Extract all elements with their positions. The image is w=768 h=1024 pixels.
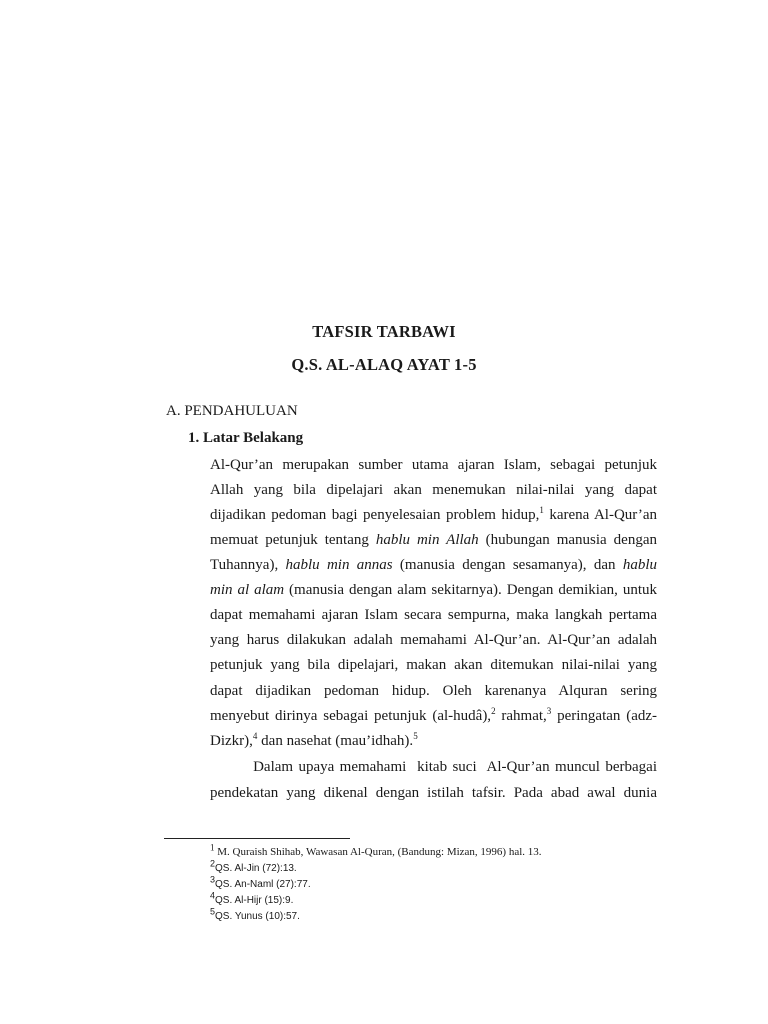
footnote-ref[interactable]: 3 [546, 706, 552, 716]
body-line: dijadikan pedoman bagi penyelesaian problem hidup,$^1$ karena Al-Qur’an [210, 505, 657, 523]
body-line: dapat memahami ajaran Islam secara sempurna, maka langkah pertama [210, 607, 657, 623]
footnote: $^5$QS. Yunus (10):57. [210, 906, 300, 922]
footnote-ref[interactable]: 4 [252, 731, 258, 741]
body-line: yang harus dilakukan adalah memahami Al-Qur’an. Al-Qur’an adalah [210, 632, 657, 648]
footnote: $^3$QS. An-Naml (27):77. [210, 874, 311, 890]
body-line: petunjuk yang bila dipelajari, makan akan ditemukan nilai-nilai yang [210, 657, 657, 673]
body-line: memuat petunjuk tentang hablu min Allah (hubungan manusia dengan [210, 532, 657, 548]
footnote-divider [164, 838, 350, 839]
body-line: dapat dijadikan pedoman hidup. Oleh karenanya Alquran sering [210, 683, 657, 699]
document-subtitle: Q.S. AL-ALAQ AYAT 1-5 [291, 355, 477, 374]
body-line: menyebut dirinya sebagai petunjuk (al-hudâ),$^2$ rahmat,$^3$ peringatan (adz- [210, 706, 658, 724]
body-line: Allah yang bila dipelajari akan menemukan nilai-nilai yang dapat [210, 482, 657, 498]
footnote: $^1$ M. Quraish Shihab, Wawasan Al-Quran, (Bandung: Mizan, 1996) hal. 13. [210, 842, 542, 858]
body-line: min al alam (manusia dengan alam sekitarnya). Dengan demikian, untuk [210, 582, 658, 598]
body-line: Dalam upaya memahami kitab suci Al-Qur’an muncul berbagai [210, 759, 657, 775]
footnote-ref[interactable]: 2 [491, 706, 496, 716]
footnote: $^4$QS. Al-Hijr (15):9. [210, 890, 294, 906]
subsection-heading: 1. Latar Belakang [188, 430, 304, 446]
footnote: $^2$QS. Al-Jin (72):13. [210, 858, 297, 874]
footnote-ref[interactable]: 5 [413, 731, 418, 741]
body-line: Al-Qur’an merupakan sumber utama ajaran Islam, sebagai petunjuk [210, 457, 657, 473]
document-title: TAFSIR TARBAWI [312, 322, 456, 341]
body-line: Dizkr),$^4$ dan nasehat (mau’idhah).$^5$ [210, 731, 418, 749]
footnote-ref[interactable]: 1 [539, 505, 544, 515]
section-heading: A. PENDAHULUAN [166, 403, 298, 419]
body-line: Tuhannya), hablu min annas (manusia dengan sesamanya), dan hablu [210, 557, 657, 573]
body-line: pendekatan yang dikenal dengan istilah tafsir. Pada abad awal dunia [210, 785, 657, 801]
